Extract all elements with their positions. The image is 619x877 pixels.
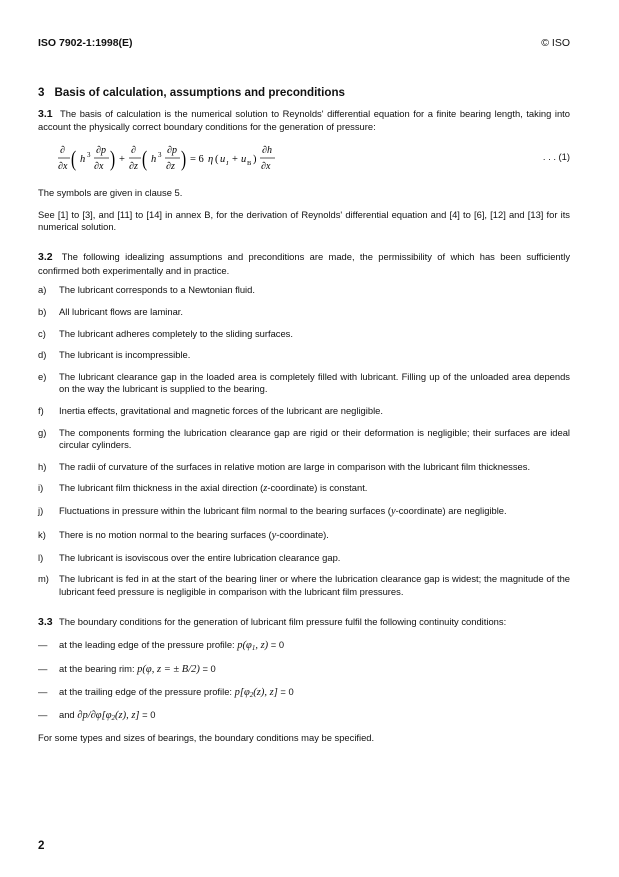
svg-text:u: u xyxy=(241,153,247,165)
dash-marker: — xyxy=(38,639,48,651)
list-item xyxy=(38,552,570,564)
svg-text:h: h xyxy=(151,153,157,165)
list-item xyxy=(38,461,570,473)
list-item-text-part: Fluctuations in pressure within the lubricant film normal to the bearing surfaces ( xyxy=(59,505,391,517)
list-item xyxy=(38,349,570,361)
list-item-text: The lubricant adheres completely to the sliding surfaces. xyxy=(59,327,293,339)
section-heading xyxy=(38,85,570,100)
condition-equals: = 0 xyxy=(199,662,216,674)
svg-text:∂z: ∂z xyxy=(129,160,138,172)
list-marker: f) xyxy=(38,404,44,416)
svg-text:∂: ∂ xyxy=(60,144,65,156)
list-item-text: All lubricant flows are laminar. xyxy=(59,305,184,317)
svg-text:∂x: ∂x xyxy=(58,160,68,172)
clause-3-1-number: 3.1 xyxy=(38,107,53,120)
section-title: Basis of calculation, assumptions and preconditions xyxy=(54,85,345,99)
references-note: See [1] to [3], and [11] to [14] in annex B, for the derivation of Reynolds' differential equation and [4] to [6], [12] and [13] for its numerical solution. xyxy=(38,208,570,232)
formula-bracket: ( xyxy=(142,663,146,675)
list-marker: e) xyxy=(38,370,47,382)
formula-phi: φ xyxy=(246,640,252,652)
svg-text:B: B xyxy=(247,159,252,167)
list-marker: k) xyxy=(38,528,46,540)
dash-marker: — xyxy=(38,685,48,697)
svg-text:+: + xyxy=(232,153,238,165)
svg-text:): ) xyxy=(110,147,116,172)
list-item xyxy=(38,371,570,395)
list-marker: m) xyxy=(38,573,49,585)
list-item-text: The lubricant corresponds to a Newtonian fluid. xyxy=(59,284,255,296)
formula-phi: φ xyxy=(145,663,152,675)
svg-text:= 6: = 6 xyxy=(190,153,204,165)
list-item xyxy=(38,505,570,519)
list-item-text-part: -coordinate). xyxy=(276,528,329,540)
formula-rest: , z = ± B/2) xyxy=(151,663,200,675)
document-id: ISO 7902-1:1998(E) xyxy=(38,37,133,49)
list-marker: l) xyxy=(38,551,44,563)
list-item-text: The lubricant is fed in at the start of the bearing liner or where the lubrication clearance gap is widest; the magnitude of the lubricant feed pressure is negligible in comparison with the lubricant film pressures. xyxy=(59,573,570,597)
equation-number: . . . (1) xyxy=(542,150,570,162)
list-item xyxy=(38,284,570,296)
clause-3-3-number: 3.3 xyxy=(38,615,53,628)
list-item xyxy=(38,328,570,340)
svg-text:∂: ∂ xyxy=(131,144,136,156)
formula-rest: (z), z] xyxy=(115,709,140,721)
svg-text:): ) xyxy=(181,147,187,172)
boundary-condition-text xyxy=(59,686,294,700)
formula-phi: φ xyxy=(105,709,112,721)
condition-equals: = 0 xyxy=(139,708,156,720)
list-item xyxy=(38,427,570,451)
list-marker: a) xyxy=(38,284,47,296)
boundary-condition-item xyxy=(38,639,570,653)
svg-text:η: η xyxy=(208,153,214,165)
list-item-text-part: There is no motion normal to the bearing surfaces ( xyxy=(59,528,272,540)
coordinate-variable: y xyxy=(271,529,277,541)
list-item-text: The lubricant clearance gap in the loaded area is completely filled with lubricant. Filling up of the unloaded area depends on the way the lubricant is supplied to the bearing. xyxy=(59,370,570,395)
dash-marker: — xyxy=(38,662,48,674)
condition-formula xyxy=(77,710,139,721)
formula-rest: (z), z] xyxy=(253,686,278,698)
condition-label: at the bearing rim: xyxy=(59,662,138,674)
list-marker: j) xyxy=(38,505,44,517)
formula-rest: , z) xyxy=(255,640,269,652)
formula-subscript: 1 xyxy=(251,644,256,653)
list-item xyxy=(38,573,570,597)
dash-marker: — xyxy=(38,708,48,720)
page-header xyxy=(38,37,570,51)
boundary-condition-item xyxy=(38,686,570,700)
symbols-note: The symbols are given in clause 5. xyxy=(38,186,183,198)
clause-3-2-paragraph xyxy=(38,251,570,277)
list-item-text xyxy=(59,505,570,519)
assumptions-list xyxy=(38,284,570,598)
svg-text:(: ( xyxy=(142,147,148,172)
formula-bracket: [ xyxy=(101,709,106,721)
formula-bracket: [ xyxy=(239,686,244,698)
list-item-text xyxy=(59,529,570,543)
clause-3-2-number: 3.2 xyxy=(38,251,53,264)
svg-text:+: + xyxy=(119,153,125,165)
svg-text:∂x: ∂x xyxy=(261,160,271,172)
list-item-text: The radii of curvature of the surfaces in relative motion are large in comparison with the lubricant film thicknesses. xyxy=(59,460,531,472)
svg-text:∂p: ∂p xyxy=(167,144,177,156)
copyright: © ISO xyxy=(541,37,570,49)
clause-3-1-paragraph xyxy=(38,108,570,134)
coordinate-variable: z xyxy=(263,483,268,495)
formula-subscript: 2 xyxy=(111,713,116,722)
clause-3-3-text: The boundary conditions for the generation of lubricant film pressure fulfil the following continuity conditions: xyxy=(59,615,507,627)
list-item-text: The lubricant is isoviscous over the entire lubrication clearance gap. xyxy=(59,551,341,563)
formula-phi: φ xyxy=(243,686,250,698)
condition-equals: = 0 xyxy=(277,685,294,697)
svg-text:∂h: ∂h xyxy=(262,144,272,156)
clause-3-2-text: The following idealizing assumptions and preconditions are made, the permissibility of which has been sufficiently confirmed both experimentally and in practice. xyxy=(38,251,571,276)
condition-formula xyxy=(237,640,268,651)
boundary-condition-item xyxy=(38,709,570,723)
boundary-condition-item xyxy=(38,663,570,677)
list-item xyxy=(38,306,570,318)
formula-function: ∂p/∂φ xyxy=(77,709,102,721)
list-item xyxy=(38,529,570,543)
boundary-condition-text xyxy=(59,663,216,677)
list-marker: b) xyxy=(38,305,47,317)
list-marker: i) xyxy=(38,482,44,494)
boundary-conditions-note: For some types and sizes of bearings, the boundary conditions may be specified. xyxy=(38,732,375,744)
equation-graphic xyxy=(58,139,298,181)
list-marker: h) xyxy=(38,460,47,472)
section-number: 3 xyxy=(38,85,45,99)
list-marker: c) xyxy=(38,327,46,339)
list-item xyxy=(38,482,570,496)
reynolds-equation xyxy=(58,139,570,181)
page-number: 2 xyxy=(38,839,45,852)
svg-text:∂z: ∂z xyxy=(166,160,175,172)
formula-bracket: ( xyxy=(242,640,246,652)
list-item-text: Inertia effects, gravitational and magnetic forces of the lubricant are negligible. xyxy=(59,404,383,416)
formula-function: p xyxy=(237,640,243,652)
svg-text:∂p: ∂p xyxy=(96,144,106,156)
boundary-condition-text xyxy=(59,709,155,723)
condition-equals: = 0 xyxy=(268,639,285,651)
formula-subscript: 2 xyxy=(249,690,254,699)
list-item-text-part: -coordinate) are negligible. xyxy=(395,505,507,517)
svg-text:h: h xyxy=(80,153,86,165)
svg-text:3: 3 xyxy=(87,150,91,159)
condition-label: and xyxy=(59,708,78,720)
list-marker: g) xyxy=(38,426,47,438)
svg-text:3: 3 xyxy=(158,150,162,159)
svg-text:(: ( xyxy=(71,147,77,172)
condition-formula xyxy=(137,664,200,675)
svg-text:(: ( xyxy=(215,153,219,165)
page xyxy=(38,37,570,744)
boundary-condition-text xyxy=(59,639,284,653)
svg-text:J: J xyxy=(226,159,229,167)
svg-text:∂x: ∂x xyxy=(94,160,104,172)
formula-function: p xyxy=(137,663,143,675)
condition-label: at the trailing edge of the pressure profile: xyxy=(59,685,235,697)
svg-text:u: u xyxy=(220,153,226,165)
coordinate-variable: y xyxy=(390,506,396,518)
clause-3-3-paragraph xyxy=(38,616,570,630)
list-item-text-part: -coordinate) is constant. xyxy=(267,482,368,494)
condition-label: at the leading edge of the pressure profile: xyxy=(59,639,238,651)
svg-text:): ) xyxy=(253,153,257,165)
list-item-text: The components forming the lubrication clearance gap are rigid or their deformation is negligible; their surfaces are ideal circular cylinders. xyxy=(59,426,570,450)
formula-function: p xyxy=(234,686,240,698)
list-item-text xyxy=(59,482,570,496)
clause-3-1-text: The basis of calculation is the numerical solution to Reynolds' differential equation for a finite bearing length, taking into account the physically correct boundary conditions for the generation of pressure: xyxy=(38,107,571,133)
list-item xyxy=(38,405,570,417)
list-marker: d) xyxy=(38,349,47,361)
boundary-conditions-list xyxy=(38,639,570,722)
condition-formula xyxy=(235,687,278,698)
list-item-text: The lubricant is incompressible. xyxy=(59,349,191,361)
list-item-text-part: The lubricant film thickness in the axial direction ( xyxy=(59,482,264,494)
